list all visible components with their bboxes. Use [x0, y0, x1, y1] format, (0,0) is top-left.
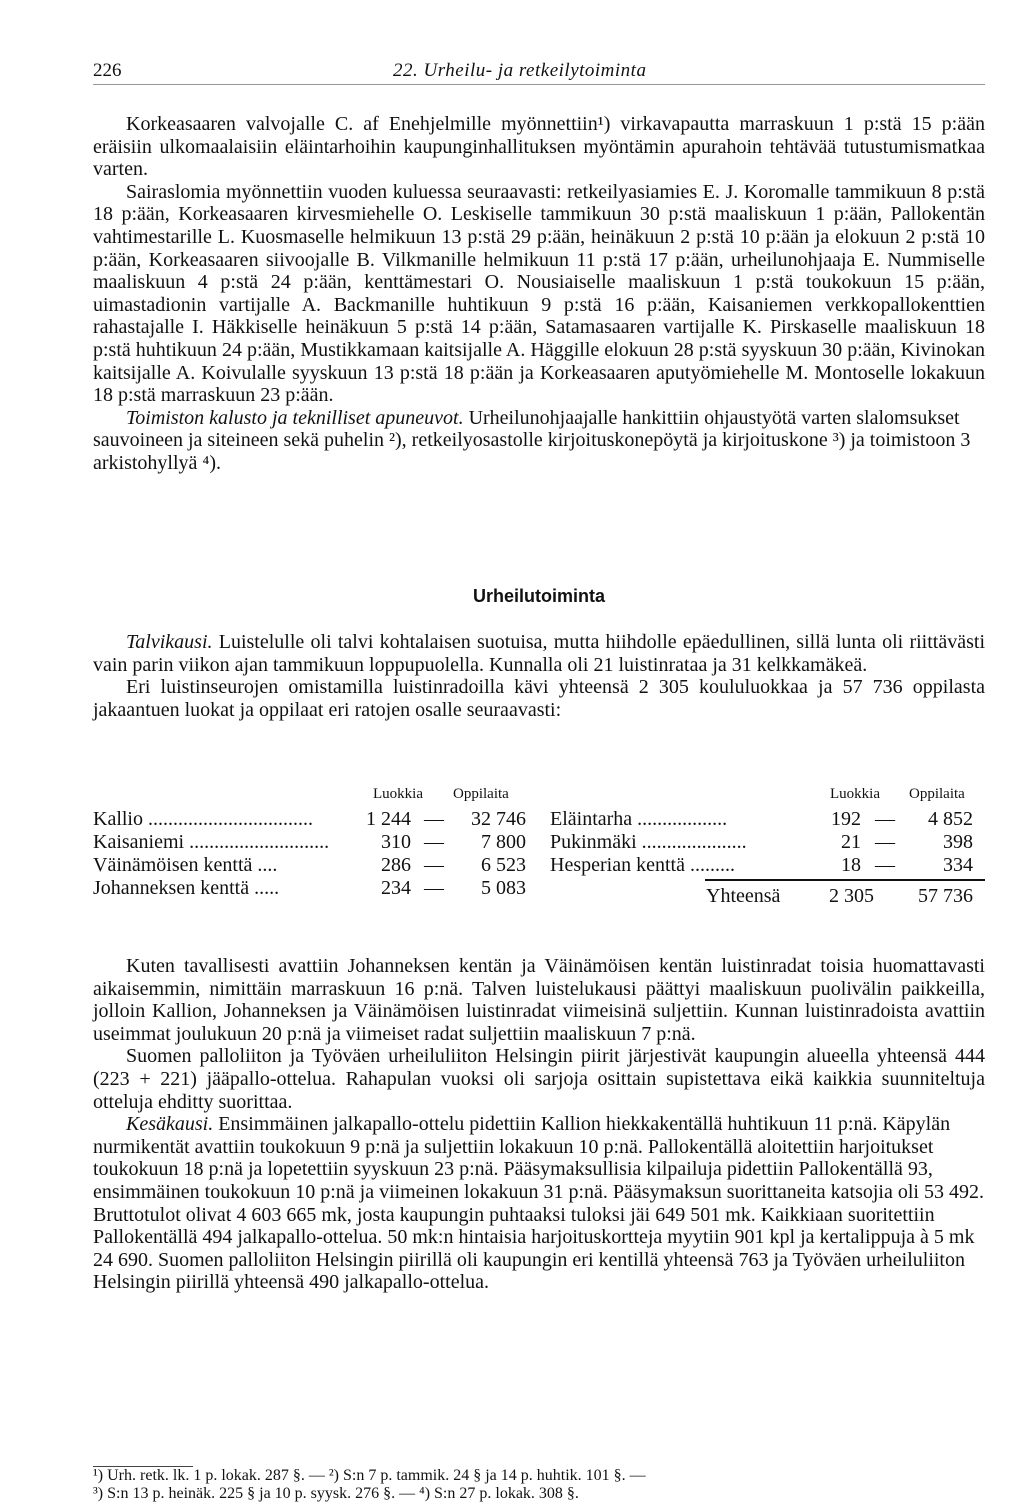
col-header-classes-right: Luokkia [830, 786, 880, 802]
pupils-value: 32 746 [471, 808, 526, 830]
total-classes: 2 305 [829, 885, 874, 907]
rinks-table [93, 786, 985, 916]
range-dash: — [875, 831, 895, 853]
col-header-classes-left: Luokkia [373, 786, 423, 802]
col-header-pupils-right: Oppilaita [909, 786, 965, 802]
range-dash: — [424, 854, 444, 876]
range-dash: — [424, 877, 444, 899]
intro-paragraph-2: Sairaslomia myönnettiin vuoden kuluessa seuraavasti: retkeilyasiamies E. J. Koromalle tammikuun 8 p:stä 18 p:ään, Korkeasaaren kirvesmiehelle O. Leskiselle tammikuun 30 p:stä maaliskuun 1 p:ään, Pallokentän vahtimestarille L. Kuosmaselle helmikuun 13 p:stä 29 p:ään, heinäkuun 2 p:stä 10 p:ään ja elokuun 2 p:stä 10 p:ään, Korkeasaaren siivoojalle B. Vilkmanille helmikuun 11 p:stä 17 p:ään, urheilunohjaaja E. Nummiselle maaliskuun 4 p:stä 24 p:ään, kenttämestari O. Nousiaiselle maaliskuun 1 p:stä toukokuun 15 p:ään, uimastadionin vartijalle A. Backmanille huhtikuun 9 p:stä 16 p:ään, Kaisaniemen verkkopallokenttien rahastajalle I. Häkkiselle heinäkuun 5 p:stä 14 p:ään, Satamasaaren vartijalle K. Pirskaselle maaliskuun 18 p:stä huhtikuun 24 p:ään, Mustikkamaan kaitsijalle A. Häggille elokuun 28 p:stä syyskuun 30 p:ään, Kivinokan kaitsijalle A. Koivulalle syyskuun 13 p:stä 18 p:ään ja Korkeasaaren aputyömiehelle M. Montoselle lokakuun 18 p:stä marraskuun 23 p:ään. [93, 180, 985, 407]
chapter-title: 22. Urheilu- ja retkeilytoiminta [393, 60, 647, 81]
rink-name: Pukinmäki ..................... [550, 831, 747, 853]
total-label: Yhteensä [706, 885, 781, 907]
winter-text: Luistelulle oli talvi kohtalaisen suotuisa, mutta hiihdolle epäedullinen, sillä lunta oli riittävästi vain parin viikon ajan tammikuun loppupuolella. Kunnalla oli 21 luistinrataa ja 31 kelkkamäkeä. [93, 631, 985, 676]
rink-name: Kaisaniemi ............................ [93, 831, 330, 853]
footnote-line-1: ¹) Urh. retk. lk. 1 p. lokak. 287 §. — ²) S:n 7 p. tammik. 24 § ja 14 p. huhtik. 101 §. — [93, 1467, 646, 1484]
equipment-text: Urheilunohjaajalle hankittiin ohjaustyötä varten slalomsukset sauvoineen ja siteineen sekä puhelin ²), retkeilyosastolle kirjoituskonepöytä ja kirjoituskone ³) ja toimistoon 3 arkistohyllyä ⁴). [93, 406, 971, 474]
range-dash: — [875, 808, 895, 830]
classes-value: 234 [381, 877, 411, 899]
rink-name: Johanneksen kenttä ..... [93, 877, 280, 899]
after-paragraph-3 [93, 1113, 985, 1294]
summer-text: Ensimmäinen jalkapallo-ottelu pidettiin Kallion hiekkakentällä huhtikuun 11 p:nä. Käpylän nurmikentät avattiin toukokuun 9 p:nä ja suljettiin lokakuun 10 p:nä. Pallokentällä aloitettiin harjoitukset toukokuun 18 p:nä ja lopetettiin syyskuun 23 p:nä. Pääsymaksullisia kilpailuja pidettiin Pallokentällä 93, ensimmäinen toukokuun 10 p:nä ja viimeinen lokakuun 31 p:nä. Pääsymaksun suorittaneita katsojia oli 53 492. Bruttotulot olivat 4 603 665 mk, josta kaupungin puhtaaksi tuloksi jäi 649 501 mk. Kaikkiaan suoritettiin Pallokentällä 494 jalkapallo-ottelua. 50 mk:n hintaisia harjoituskortteja myytiin 901 kpl ja kertalippuja à 5 mk 24 690. Suomen palloliiton Helsingin piirillä oli kaupungin eri kentillä yhteensä 763 ja Työväen urheiluliiton Helsingin piirillä yhteensä 490 jalkapallo-ottelua. [93, 1113, 984, 1294]
rink-name: Eläintarha .................. [550, 808, 728, 830]
classes-value: 21 [841, 831, 861, 853]
intro-paragraph-1: Korkeasaaren valvojalle C. af Enehjelmille myönnettiin¹) virkavapautta marraskuun 1 p:stä 15 p:ään eräisiin ulkomaalaisiin eläintarhoihin kaupunginhallituksen myöntämin apurahoin tehtävää tutustumismatkaa varten. [93, 113, 985, 181]
total-pupils: 57 736 [918, 885, 973, 907]
range-dash: — [424, 831, 444, 853]
season-section [93, 955, 985, 1294]
page-number: 226 [93, 60, 122, 81]
intro-paragraph-3 [93, 407, 985, 475]
rink-name: Hesperian kenttä ......... [550, 854, 735, 876]
winter-paragraph-1 [93, 631, 985, 676]
range-dash: — [875, 854, 895, 876]
winter-paragraph-2: Eri luistinseurojen omistamilla luistinradoilla kävi yhteensä 2 305 koululuokkaa ja 57 736 oppilasta jakaantuen luokat ja oppilaat eri ratojen osalle seuraavasti: [93, 676, 985, 721]
running-header [93, 58, 985, 85]
after-paragraph-2: Suomen palloliiton ja Työväen urheiluliiton Helsingin piirit järjestivät kaupungin alueella yhteensä 444 (223 + 221) jääpallo-ottelua. Rahapulan vuoksi oli sarjoja osittain supistettava eikä kaikkia suunniteltuja otteluja ehditty suorittaa. [93, 1045, 985, 1113]
after-paragraph-1: Kuten tavallisesti avattiin Johanneksen kentän ja Väinämöisen kentän luistinradat toisia huomattavasti aikaisemmin, nimittäin marraskuun 16 p:nä. Talven luistelukausi päättyi maaliskuun puolivälin paikkeilla, jolloin Kallion, Johanneksen ja Väinämöisen luistinradat viimeisinä suljettiin. Kunnan luistinradoista avattiin useimmat joulukuun 20 p:nä ja viimeiset radat suljettiin maaliskuun 7 p:nä. [93, 955, 985, 1045]
range-dash: — [424, 808, 444, 830]
footnote-line-2: ³) S:n 13 p. heinäk. 225 § ja 10 p. syysk. 276 §. — ⁴) S:n 27 p. lokak. 308 §. [93, 1485, 579, 1502]
total-rule [705, 879, 985, 881]
rink-name: Kallio ................................. [93, 808, 313, 830]
winter-subheading: Talvikausi. [126, 631, 213, 653]
classes-value: 286 [381, 854, 411, 876]
col-header-pupils-left: Oppilaita [453, 786, 509, 802]
pupils-value: 334 [943, 854, 973, 876]
summer-subheading: Kesäkausi. [126, 1113, 214, 1136]
classes-value: 18 [841, 854, 861, 876]
rink-name: Väinämöisen kenttä .... [93, 854, 278, 876]
pupils-value: 5 083 [481, 877, 526, 899]
intro-section [93, 113, 985, 475]
classes-value: 1 244 [366, 808, 411, 830]
pupils-value: 7 800 [481, 831, 526, 853]
equipment-subheading: Toimiston kalusto ja teknilliset apuneuvot. [126, 406, 464, 429]
pupils-value: 6 523 [481, 854, 526, 876]
classes-value: 310 [381, 831, 411, 853]
winter-section [93, 631, 985, 721]
pupils-value: 4 852 [928, 808, 973, 830]
section-heading: Urheilutoiminta [472, 586, 605, 606]
pupils-value: 398 [943, 831, 973, 853]
classes-value: 192 [831, 808, 861, 830]
